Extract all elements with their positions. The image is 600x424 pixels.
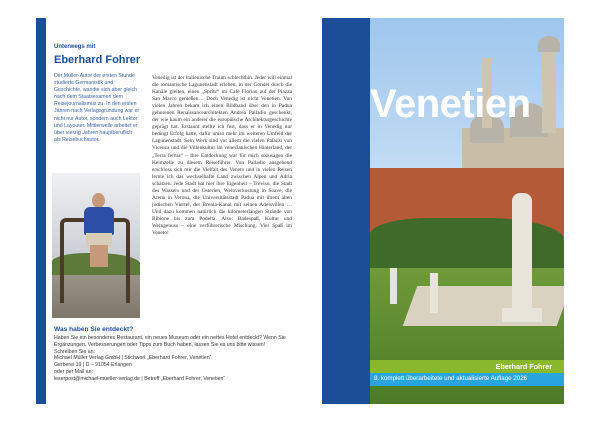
cover-photo (370, 18, 564, 404)
cover-title: Venetien (370, 82, 531, 126)
left-page (36, 18, 300, 404)
intro-body-text: Venedig ist der italienische Traum schlechthin. Jeder will einmal die romantische Lagunenstadt erleben, in der Gondel durch die Kanäle gleiten, einen „Spritz“ im Café Florian auf der Piazza San Marco genießen… Doch Venedig ist nicht Venetien. Von vielen Jahren bekam ich einen Bildband über den in Padua geborenen Renaissancearchitekten Andrea Palladio geschenkt, der wie kaum ein anderer die europäische Architekturgeschichte geprägt hat. Erstaunt stellte ich fest, dass er in Venedig nur bedingt Erfolg hatte, dafür umso mehr im weiteren Umfeld der Lagunenstadt. Sein Werk sind vor allem die vielen Palazzi von Vicenza und die Villenkultur im venezianischen Hinterland, der „Terra ferma“ – Ihre Entdeckung war für mich sozusagen die Keimzelle zu diesem Reiseführer. Von Palladio ausgehend erschloss sich mir die Vielfalt des Veneto und in vielen Reisen lernte ich das wechselhafte Land zwischen Alpen und Adria schätzen. Jede Stadt hat hier ihre Eigenheit – Treviso, die Stadt des Wassers und der Osterien, Weinverkostung in Soave, die Arena in Verona, die Universitätsstadt Padua mit ihrem alten jüdischen Viertel, der Brenta-Kanal mit seinen Adelsvillen … Und dazu kommen natürlich die kilometerlangen Strände von Bibione bis zum Podelta. Also: Badespaß, Kultur und Weingenuss – eine verführerische Mischung. Viel Spaß im Veneto! (152, 75, 292, 237)
mail-address[interactable]: leserpost@michael-mueller-verlag.de | Betreff „Eberhard Fohrer, Venetien“ (54, 375, 226, 382)
write-to-label: Schreiben Sie an: (54, 348, 95, 355)
author-heading: Eberhard Fohrer (54, 54, 141, 66)
edition-band (370, 373, 564, 386)
publisher-address: Michael Müller Verlag GmbH | Stichwort „Eberhard Fohrer, Venetien“ (54, 355, 212, 362)
author-photo (52, 173, 140, 318)
statue (512, 193, 532, 313)
cover-author: Eberhard Fohrer (495, 362, 552, 371)
feedback-text (54, 335, 294, 383)
author-figure (84, 193, 114, 253)
left-page-blue-bar (36, 18, 46, 404)
author-bio: Der Müller-Autor der ersten Stunde studierte Germanistik und Geschichte, wandte sich aber gleich nach dem Staatsexamen dem Reisejournalismus zu. In den ersten Jahren nach Verlagsgründung war er nicht nur Autor, sondern auch Lektor und Layouter. Mittlerweile arbeitet er über vierzig Jahren hauptberuflich als Reisebuchautor. (54, 73, 140, 143)
feedback-heading: Was haben Sie entdeckt? (54, 326, 134, 333)
or-mail-label: oder per Mail an: (54, 368, 93, 375)
eyebrow-text: Unterwegs mit (54, 44, 96, 50)
cover-edition: 8. komplett überarbeitete und aktualisierte Auflage 2026 (374, 375, 528, 382)
publisher-street: Gerberei 19 | D – 91054 Erlangen (54, 362, 132, 369)
author-band (370, 360, 564, 373)
book-cover (322, 18, 564, 404)
domed-tower (542, 43, 556, 133)
left-page-content (52, 18, 298, 404)
feedback-paragraph: Haben Sie ein besonderes Restaurant, ein neues Museum oder ein nettes Hotel entdeckt? Wenn Sie Ergänzungen, Verbesserungen oder Tipps zum Buch haben, lassen Sie es uns bitte wissen! (54, 335, 286, 348)
